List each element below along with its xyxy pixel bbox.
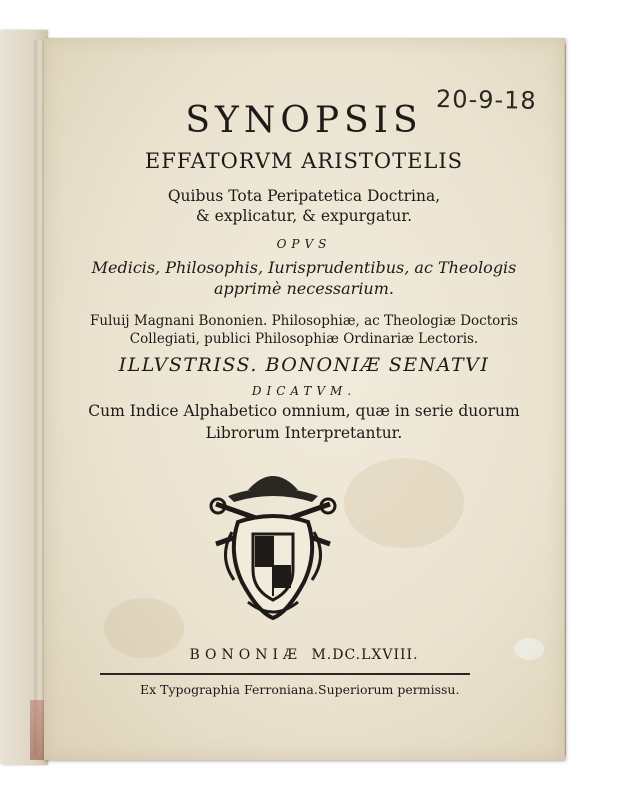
author-line-2: Collegiati, publici Philosophiæ Ordinariæ Lectoris.: [129, 331, 479, 347]
printer-name: Ex Typographia Ferroniana.: [140, 682, 318, 697]
imprint-line: [44, 647, 564, 663]
permission-note: Superiorum permissu.: [318, 682, 460, 697]
book-title: SYNOPSIS: [185, 100, 423, 141]
index-line-2: Librorum Interpretantur.: [205, 424, 403, 442]
spine-red-mark: [30, 700, 44, 760]
audience-line-1: Medicis, Philosophis, Iurisprudentibus, ac Theologis: [91, 258, 517, 277]
dicatum-line: DICATVM.: [251, 384, 357, 398]
imprint-year: M.DC.LXVIII.: [311, 647, 419, 663]
author-line-1: Fuluij Magnani Bononien. Philosophiæ, ac Theologiæ Doctoris: [90, 313, 518, 329]
imprint-rule: [100, 673, 470, 675]
description-line-1: Quibus Tota Peripatetica Doctrina,: [167, 187, 441, 205]
index-line-1: Cum Indice Alphabetico omnium, quæ in serie duorum: [88, 402, 520, 420]
dedication-line: ILLVSTRISS. BONONIÆ SENATVI: [118, 354, 490, 376]
cardinal-coat-of-arms-emblem: [208, 462, 338, 622]
paper-stain: [344, 458, 464, 548]
description-line-2: & explicatur, & expurgatur.: [195, 207, 413, 225]
book-subtitle: EFFATORVM ARISTOTELIS: [144, 149, 464, 173]
handwritten-note: 20-9-18: [435, 85, 537, 115]
audience-line-2: apprimè necessarium.: [213, 279, 394, 298]
opus-label: OPVS: [276, 237, 332, 251]
imprint-place: BONONIÆ: [189, 647, 302, 663]
